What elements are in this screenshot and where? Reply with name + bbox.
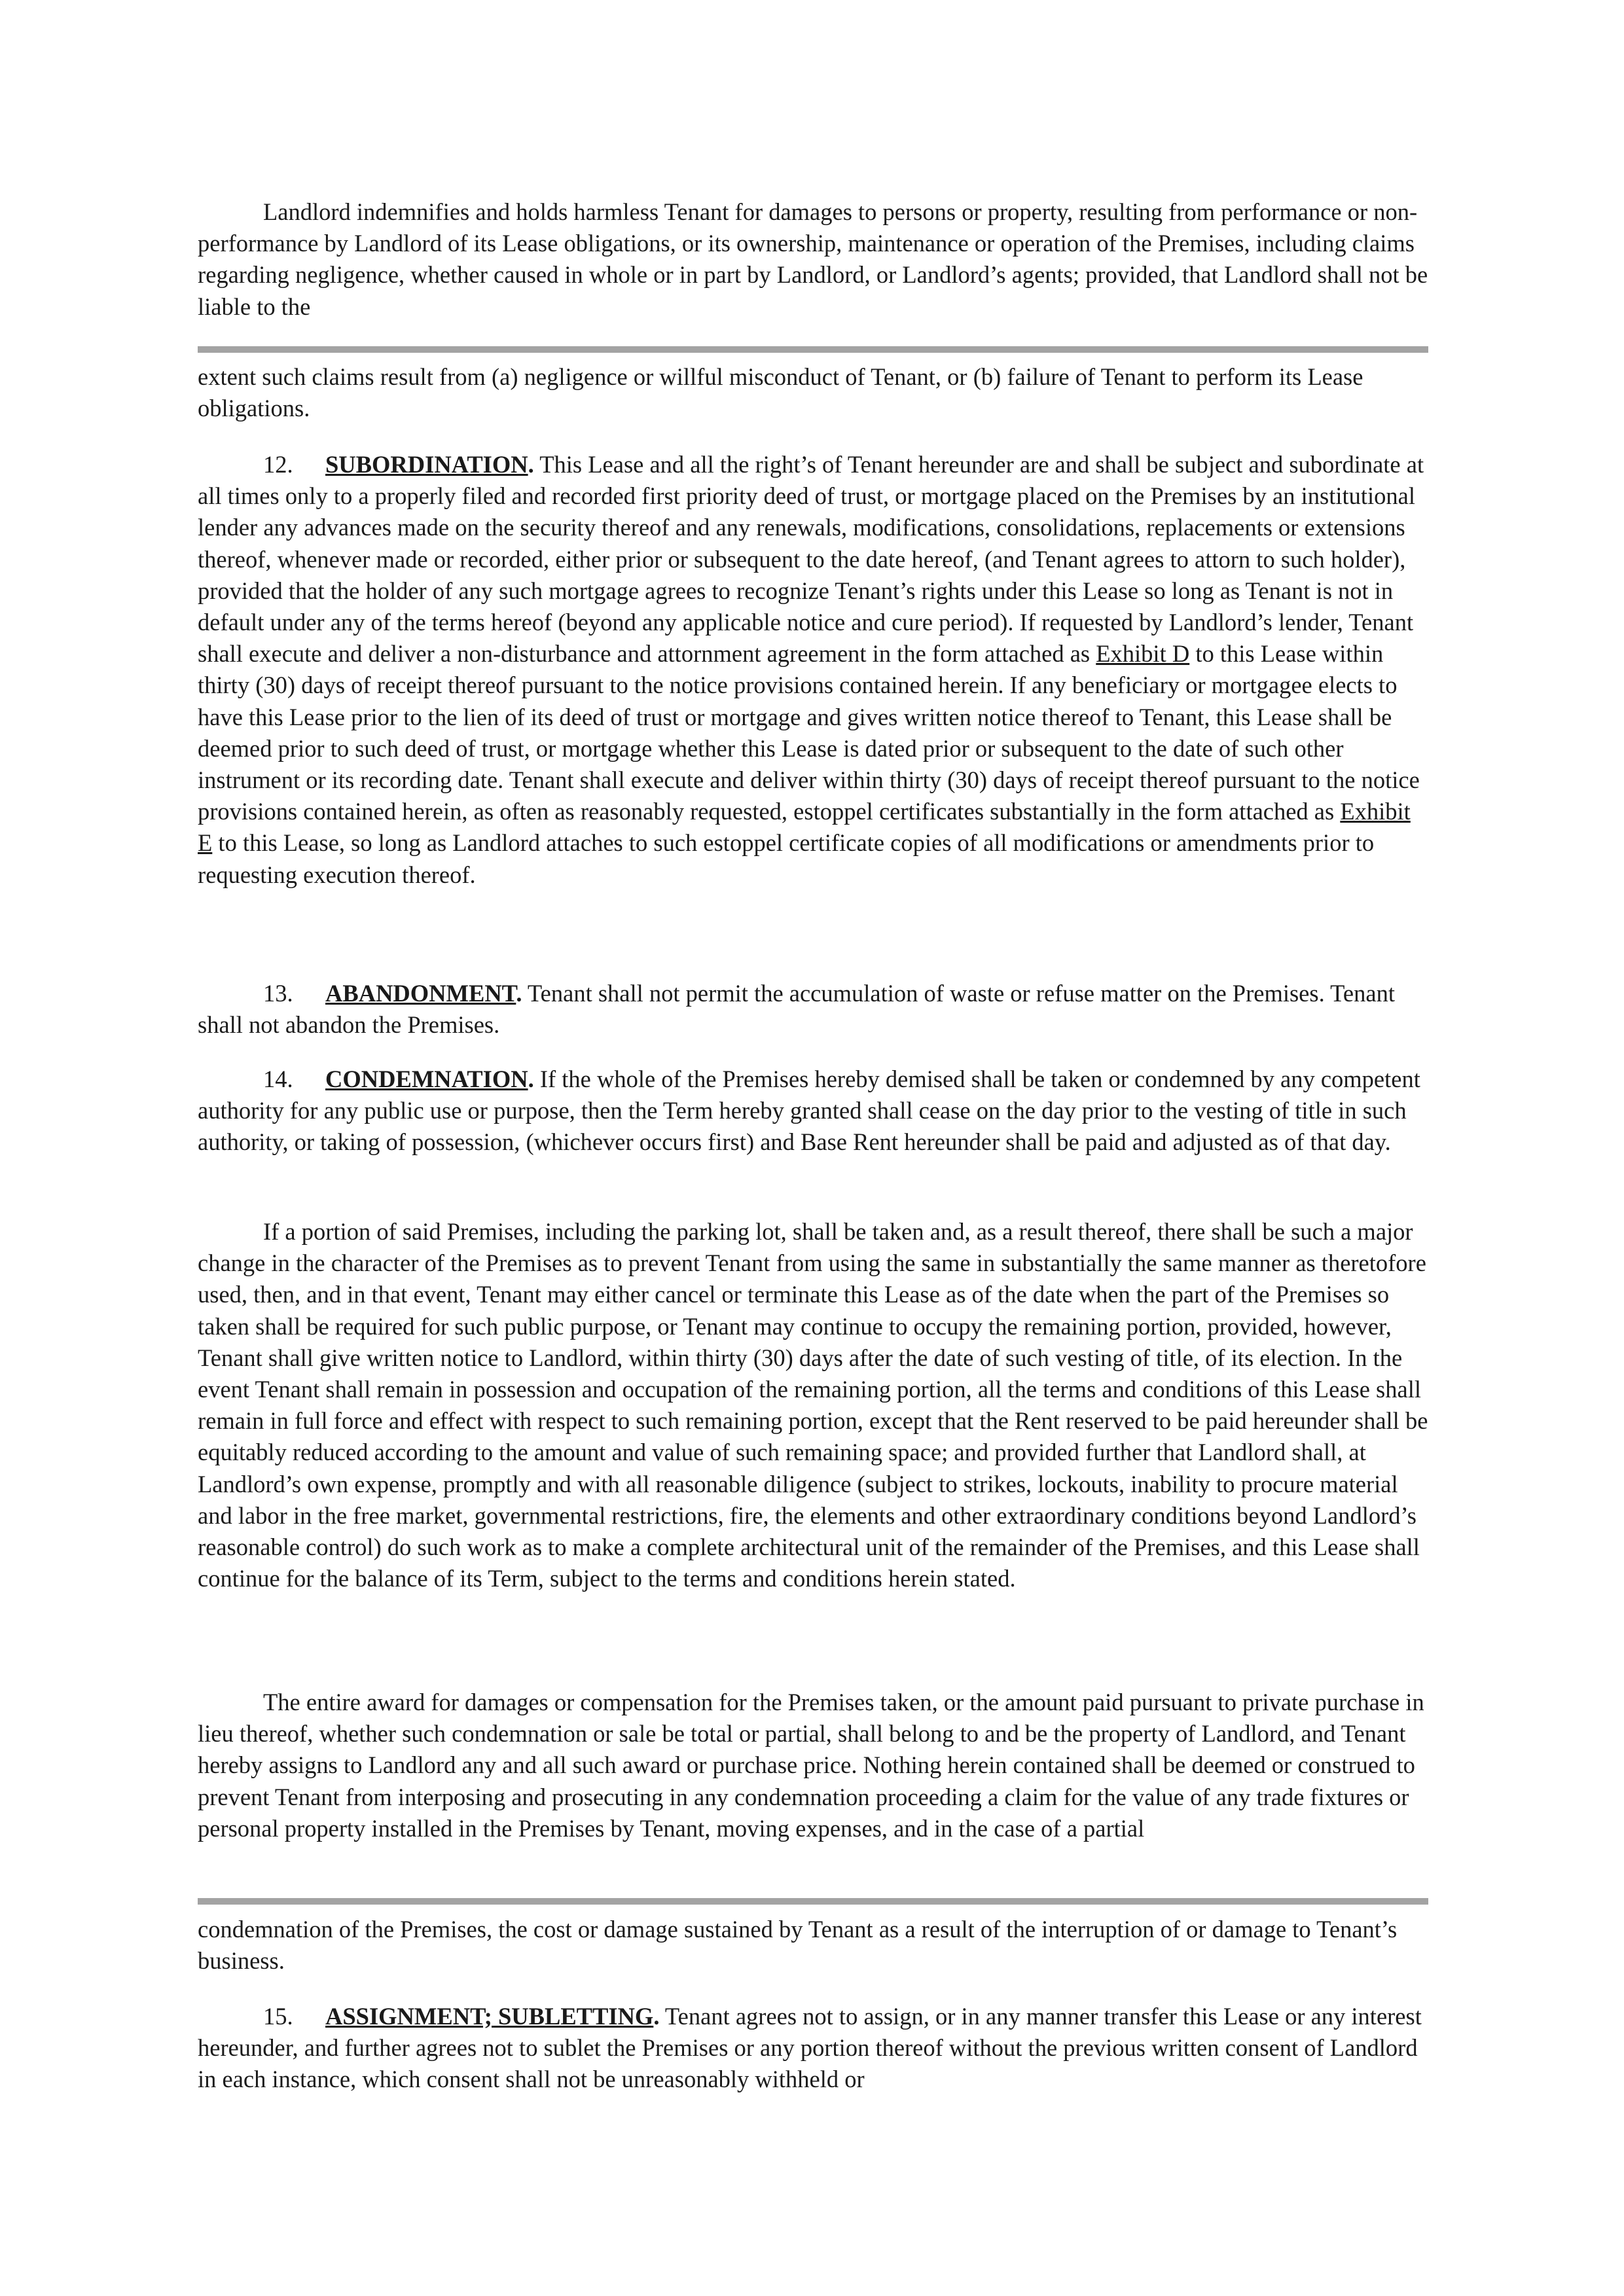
heading-period: . [516,980,522,1007]
section-number: 14. [263,1066,293,1092]
heading-period: . [528,1066,534,1092]
page-break-divider [198,1898,1428,1905]
paragraph-indemnity-continued [198,361,1428,424]
section-heading: CONDEMNATION [325,1066,528,1092]
section-15-assignment [198,2001,1428,2096]
heading-period: . [528,451,534,478]
paragraph-indemnity [198,196,1428,323]
page-break-divider [198,346,1428,353]
exhibit-d-reference: Exhibit D [1096,640,1190,668]
exhibit-e-reference: Exhibit E [198,798,1411,857]
section-heading: ABANDONMENT [325,980,516,1007]
section-text: to this Lease, so long as Landlord attaches to such estoppel certificate copies of all modifications or amendments prior to requesting execution thereof. [198,829,1375,888]
paragraph-text: extent such claims result from (a) negligence or willful misconduct of Tenant, or (b) failure of Tenant to perform its Lease obligations. [198,363,1363,422]
section-heading: SUBORDINATION [325,451,528,478]
section-text: Tenant shall not permit the accumulation of waste or refuse matter on the Premises. Tenant shall not abandon the Premises. [198,980,1395,1039]
section-text: to this Lease within thirty (30) days of receipt thereof pursuant to the notice provisions contained herein. If any beneficiary or mortgagee elects to have this Lease prior to the lien of its deed of trust or mortgage and gives written notice thereof to Tenant, this Lease shall be deemed prior to such deed of trust, or mortgage whether this Lease is dated prior or subsequent to the date of such other instrument or its recording date. Tenant shall execute and deliver within thirty (30) days of receipt thereof pursuant to the notice provisions contained herein, as often as reasonably requested, estoppel certificates substantially in the form attached as [198,640,1420,825]
section-number: 15. [263,2003,293,2030]
paragraph-partial-taking [198,1216,1428,1594]
paragraph-award-continued [198,1914,1428,1977]
section-text: Tenant agrees not to assign, or in any manner transfer this Lease or any interest hereunder, and further agrees not to sublet the Premises or any portion thereof without the previous written consent of Landlord in each instance, which consent shall not be unreasonably withheld or [198,2003,1422,2093]
paragraph-text: The entire award for damages or compensation for the Premises taken, or the amount paid pursuant to private purchase in lieu thereof, whether such condemnation or sale be total or partial, shall belong to and be the property of Landlord, and Tenant hereby assigns to Landlord any and all such award or purchase price. Nothing herein contained shall be deemed or construed to prevent Tenant from interposing and prosecuting in any condemnation proceeding a claim for the value of any trade fixtures or personal property installed in the Premises by Tenant, moving expenses, and in the case of a partial [198,1689,1424,1842]
paragraph-text: condemnation of the Premises, the cost or damage sustained by Tenant as a result of the interruption of or damage to Tenant’s business. [198,1916,1398,1975]
section-number: 12. [263,451,293,478]
section-text: If the whole of the Premises hereby demised shall be taken or condemned by any competent authority for any public use or purpose, then the Term hereby granted shall cease on the day prior to the vesting of title in such authority, or taking of possession, (whichever occurs first) and Base Rent hereunder shall be paid and adjusted as of that day. [198,1066,1420,1156]
section-14-condemnation [198,1064,1428,1158]
section-heading: ASSIGNMENT; SUBLETTING [325,2003,654,2030]
section-13-abandonment [198,978,1428,1041]
section-12-subordination [198,449,1428,891]
paragraph-text: If a portion of said Premises, including the parking lot, shall be taken and, as a result thereof, there shall be such a major change in the character of the Premises as to prevent Tenant from using the same in substantially the same manner as theretofore used, then, and in that event, Tenant may either cancel or terminate this Lease as of the date when the part of the Premises so taken shall be required for such public purpose, or Tenant may continue to occupy the remaining portion, provided, however, Tenant shall give written notice to Landlord, within thirty (30) days after the date of such vesting of title, of its election. In the event Tenant shall remain in possession and occupation of the remaining portion, all the terms and conditions of this Lease shall remain in full force and effect with respect to such remaining portion, except that the Rent reserved to be paid hereunder shall be equitably reduced according to the amount and value of such remaining space; and provided further that Landlord shall, at Landlord’s own expense, promptly and with all reasonable diligence (subject to strikes, lockouts, inability to procure material and labor in the free market, governmental restrictions, fire, the elements and other extraordinary conditions beyond Landlord’s reasonable control) do such work as to make a complete architectural unit of the remainder of the Premises, and this Lease shall continue for the balance of its Term, subject to the terms and conditions herein stated. [198,1218,1428,1592]
section-text: This Lease and all the right’s of Tenant hereunder are and shall be subject and subordinate at all times only to a properly filed and recorded first priority deed of trust, or mortgage placed on the Premises by an institutional lender any advances made on the security thereof and any renewals, modifications, consolidations, replacements or extensions thereof, whenever made or recorded, either prior or subsequent to the date hereof, (and Tenant agrees to attorn to such holder), provided that the holder of any such mortgage agrees to recognize Tenant’s rights under this Lease so long as Tenant is not in default under any of the terms hereof (beyond any applicable notice and cure period). If requested by Landlord’s lender, Tenant shall execute and deliver a non-disturbance and attornment agreement in the form attached as [198,451,1424,668]
heading-period: . [653,2003,660,2030]
paragraph-award [198,1687,1428,1844]
paragraph-text: Landlord indemnifies and holds harmless Tenant for damages to persons or property, resulting from performance or non-performance by Landlord of its Lease obligations, or its ownership, maintenance or operation of the Premises, including claims regarding negligence, whether caused in whole or in part by Landlord, or Landlord’s agents; provided, that Landlord shall not be liable to the [198,198,1428,320]
section-number: 13. [263,980,293,1007]
